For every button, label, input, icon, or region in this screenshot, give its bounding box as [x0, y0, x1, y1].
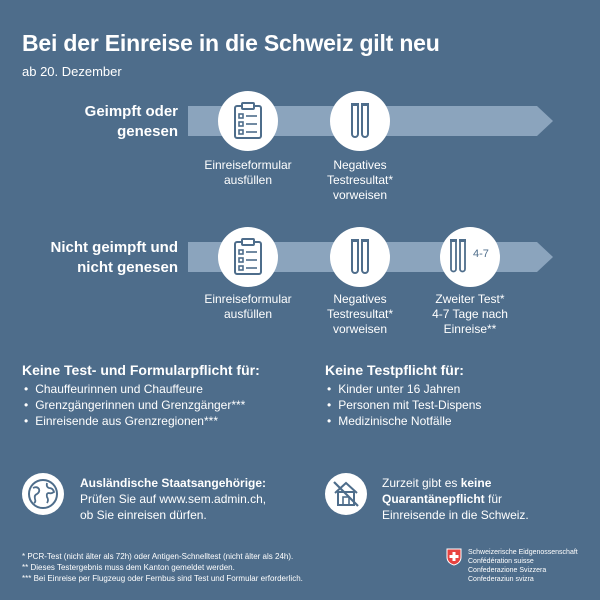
left-section-heading: Keine Test- und Formularpflicht für: — [22, 362, 260, 378]
row-label-vaccinated: Geimpft oder genesen — [84, 103, 178, 140]
row-label-unvaccinated: Nicht geimpft und nicht genesen — [50, 239, 178, 276]
list-item: • Personen mit Test-Dispens — [327, 397, 481, 413]
footnote: * PCR-Test (nicht älter als 72h) oder Antigen-Schnelltest (nicht älter als 24h). — [22, 552, 294, 561]
test-tubes-icon — [330, 91, 390, 151]
list-item: • Chauffeurinnen und Chauffeure — [24, 381, 245, 397]
globe-icon — [22, 473, 64, 515]
second-test-badge: 4-7 — [473, 248, 489, 260]
step-label-test-row2: Negatives Testresultat* vorweisen — [326, 292, 394, 336]
step-label-form-row2: Einreiseformular ausfüllen — [204, 292, 292, 321]
right-section-list — [327, 381, 481, 429]
list-item: • Grenzgängerinnen und Grenzgänger*** — [24, 397, 245, 413]
swiss-cross-icon — [446, 548, 462, 566]
test-tubes-icon — [330, 227, 390, 287]
second-test-icon — [440, 227, 500, 287]
left-section-list — [24, 381, 245, 429]
page-title: Bei der Einreise in die Schweiz gilt neu — [22, 30, 440, 56]
arrow-head-row2 — [537, 242, 553, 272]
subtitle: ab 20. Dezember — [22, 64, 122, 79]
right-section-heading: Keine Testpflicht für: — [325, 362, 464, 378]
clipboard-icon — [218, 227, 278, 287]
step-label-second-test: Zweiter Test* 4-7 Tage nach Einreise** — [432, 292, 508, 336]
arrow-head-row1 — [537, 106, 553, 136]
footnote: *** Bei Einreise per Flugzeug oder Fernbus sind Test und Formular erforderlich. — [22, 574, 303, 583]
list-item: • Einreisende aus Grenzregionen*** — [24, 413, 245, 429]
info-foreign-nationals: Ausländische Staatsangehörige: Prüfen Sie auf www.sem.admin.ch, ob Sie einreisen dürfen. — [80, 476, 267, 522]
step-label-form-row1: Einreiseformular ausfüllen — [204, 158, 292, 187]
footnote: ** Dieses Testergebnis muss dem Kanton gemeldet werden. — [22, 563, 235, 572]
info-no-quarantine: Zurzeit gibt es keine Quarantänepflicht für Einreisende in die Schweiz. — [382, 476, 529, 522]
step-label-test-row1: Negatives Testresultat* vorweisen — [326, 158, 394, 202]
clipboard-icon — [218, 91, 278, 151]
no-quarantine-house-icon — [325, 473, 367, 515]
list-item: • Medizinische Notfälle — [327, 413, 481, 429]
federal-logo-text: Schweizerische Eidgenossenschaft Confédération suisse Confederazione Svizzera Confederaziun svizra — [468, 549, 578, 583]
list-item: • Kinder unter 16 Jahren — [327, 381, 481, 397]
